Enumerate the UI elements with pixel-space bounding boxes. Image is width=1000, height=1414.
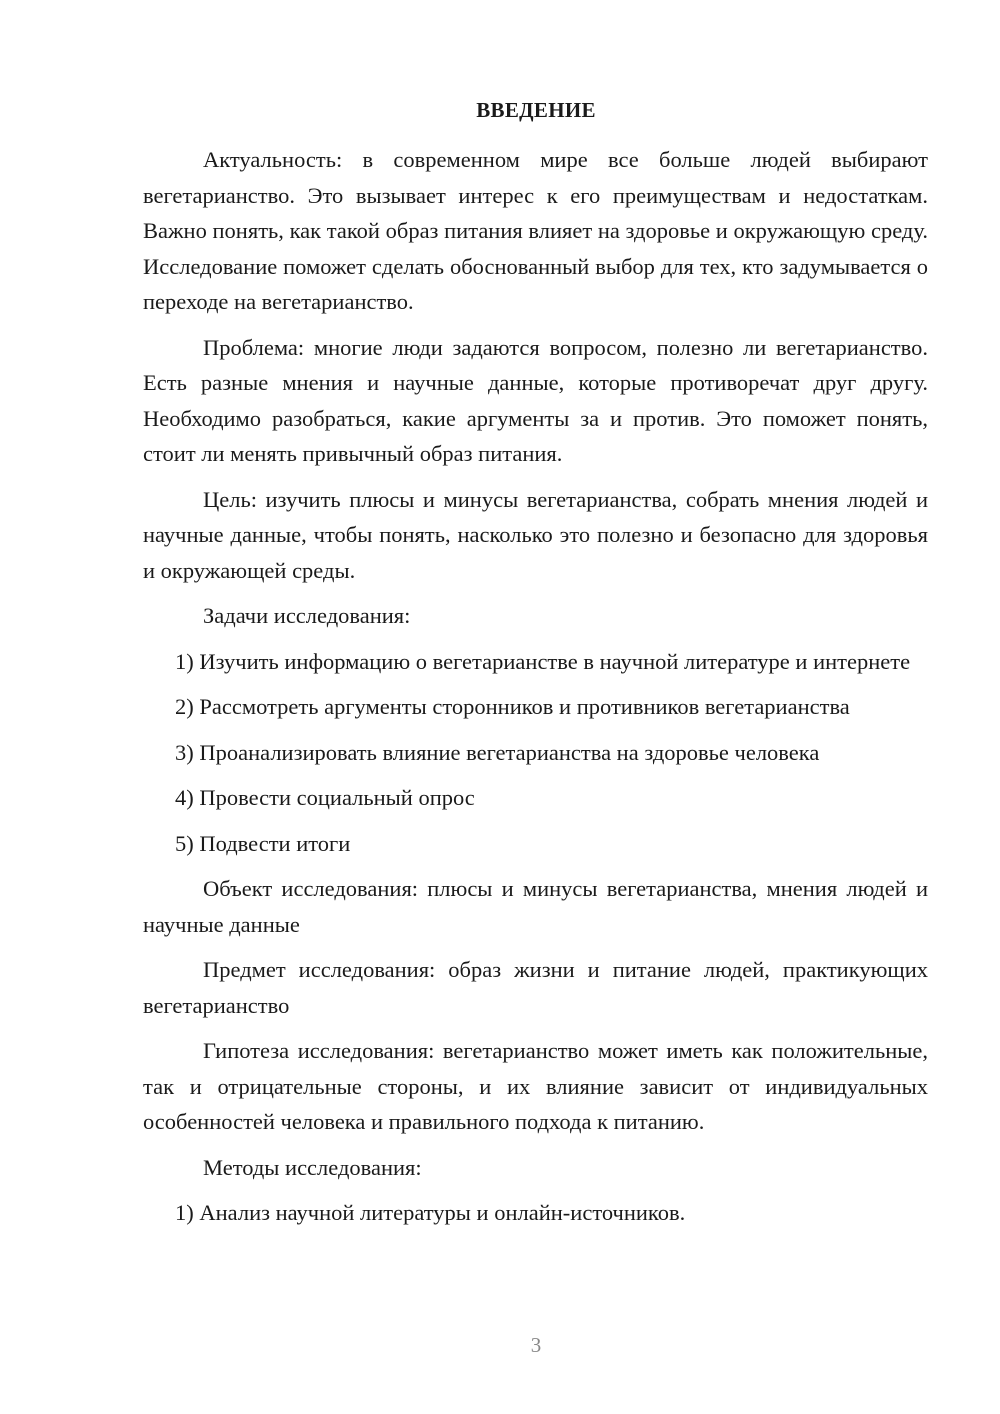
page-number: 3 (530, 1333, 542, 1357)
paragraph-problem: Проблема: многие люди задаются вопросом, полезно ли вегетарианство. Есть разные мнения и научные данные, которые противоречат друг другу. Необходимо разобраться, какие аргументы за и против. Это поможет понять, стоит ли менять привычный образ питания. (143, 334, 928, 466)
task-item-1: 1) Изучить информацию о вегетарианстве в научной литературе и интернете (175, 648, 911, 674)
page-heading: ВВЕДЕНИЕ (476, 98, 596, 122)
task-item-4: 4) Провести социальный опрос (175, 785, 475, 810)
document-body (143, 142, 928, 1241)
task-item-3: 3) Проанализировать влияние вегетарианства на здоровье человека (175, 739, 820, 765)
task-item-5: 5) Подвести итоги (175, 830, 351, 856)
tasks-title: Задачи исследования: (203, 603, 411, 628)
paragraph-object: Объект исследования: плюсы и минусы вегетарианства, мнения людей и научные данные (143, 876, 928, 937)
paragraph-hypothesis: Гипотеза исследования: вегетарианство может иметь как положительные, так и отрицательные стороны, и их влияние зависит от индивидуальных особенностей человека и правильного подхода к питанию. (143, 1038, 928, 1134)
paragraph-goal: Цель: изучить плюсы и минусы вегетарианства, собрать мнения людей и научные данные, чтобы понять, насколько это полезно и безопасно для здоровья и окружающей среды. (143, 486, 928, 583)
paragraph-subject: Предмет исследования: образ жизни и питание людей, практикующих вегетарианство (143, 957, 928, 1018)
method-item-1: 1) Анализ научной литературы и онлайн-источников. (175, 1200, 686, 1225)
task-item-2: 2) Рассмотреть аргументы сторонников и противников вегетарианства (175, 694, 850, 719)
methods-title: Методы исследования: (203, 1154, 422, 1180)
paragraph-relevance: Актуальность: в современном мире все больше людей выбирают вегетарианство. Это вызывает интерес к его преимуществам и недостаткам. Важно понять, как такой образ питания влияет на здоровье и окружающую среду. Исследование поможет сделать обоснованный выбор для тех, кто задумывается о переходе на вегетарианство. (143, 147, 928, 314)
